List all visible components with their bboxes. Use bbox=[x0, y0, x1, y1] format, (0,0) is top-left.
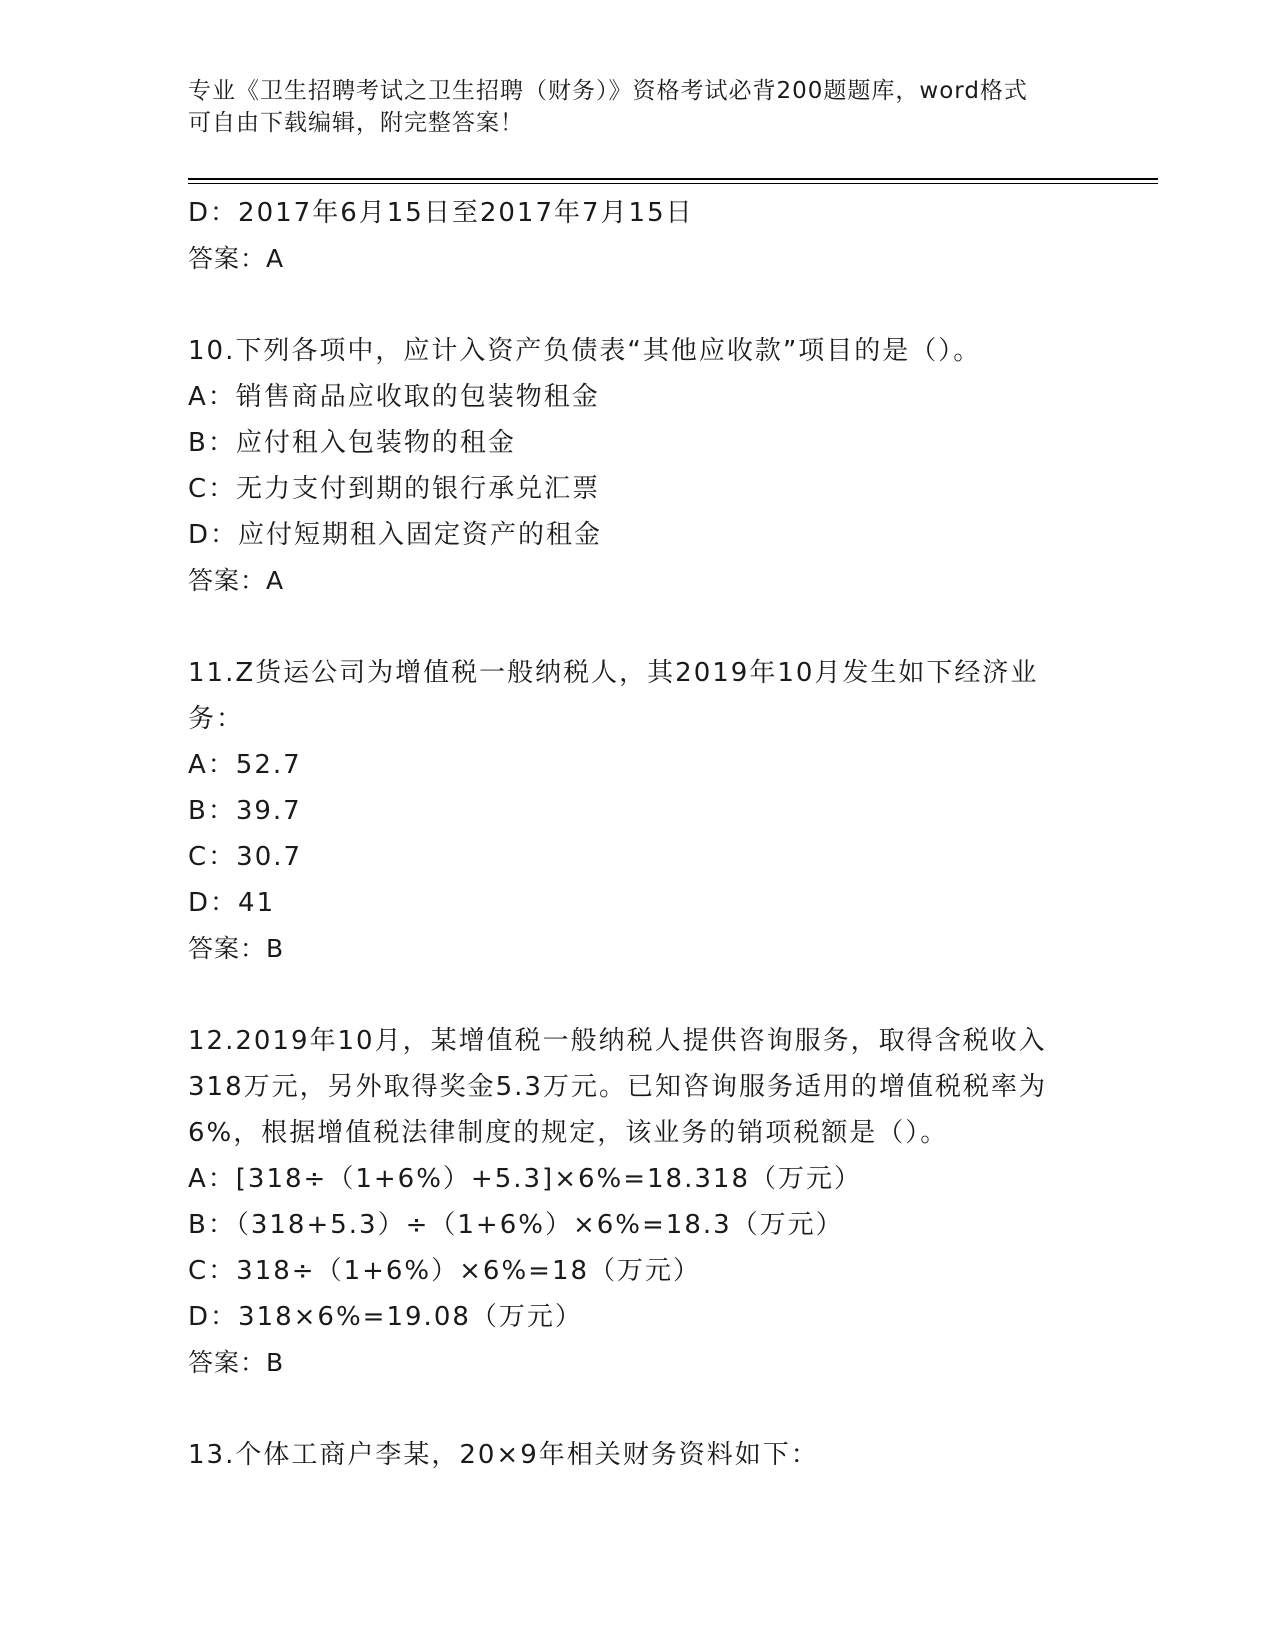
option-a: A：52.7 bbox=[188, 750, 302, 780]
answer-label: 答案：B bbox=[188, 1348, 285, 1377]
answer-label: 答案：B bbox=[188, 934, 285, 963]
answer-label: 答案：A bbox=[188, 244, 285, 273]
previous-question-tail bbox=[188, 190, 1088, 282]
option-b: B：39.7 bbox=[188, 796, 302, 826]
spacer bbox=[188, 1386, 1088, 1432]
option-b: B：（318+5.3）÷（1+6%）×6%=18.3（万元） bbox=[188, 1210, 844, 1240]
option-c: C：30.7 bbox=[188, 842, 303, 872]
question-13 bbox=[188, 1432, 1088, 1478]
header-rule-thick bbox=[188, 178, 1158, 180]
header-title-line-2: 可自由下载编辑，附完整答案！ bbox=[188, 110, 524, 136]
question-stem-line-3: 6%，根据增值税法律制度的规定，该业务的销项税额是（）。 bbox=[188, 1118, 949, 1148]
option-d: D：41 bbox=[188, 888, 276, 918]
question-11 bbox=[188, 650, 1088, 972]
option-b: B：应付租入包装物的租金 bbox=[188, 428, 516, 458]
spacer bbox=[188, 972, 1088, 1018]
spacer bbox=[188, 282, 1088, 328]
question-stem-line-1: 12.2019年10月，某增值税一般纳税人提供咨询服务，取得含税收入 bbox=[188, 1026, 1047, 1056]
option-a: A：[318÷（1+6%）+5.3]×6%=18.318（万元） bbox=[188, 1164, 862, 1194]
document-header bbox=[188, 75, 1088, 139]
question-content bbox=[188, 190, 1088, 1478]
header-title-line-1: 专业《卫生招聘考试之卫生招聘（财务）》资格考试必背200题题库，word格式 bbox=[188, 78, 1028, 104]
spacer bbox=[188, 604, 1088, 650]
option-d: D：318×6%=19.08（万元） bbox=[188, 1302, 583, 1332]
answer-label: 答案：A bbox=[188, 566, 285, 595]
option-d: D：2017年6月15日至2017年7月15日 bbox=[188, 198, 694, 228]
question-12 bbox=[188, 1018, 1088, 1386]
option-c: C：无力支付到期的银行承兑汇票 bbox=[188, 474, 601, 504]
question-stem-line-1: 11.Z货运公司为增值税一般纳税人，其2019年10月发生如下经济业 bbox=[188, 658, 1039, 688]
question-stem-line-2: 务： bbox=[188, 704, 245, 734]
header-rule-thin bbox=[188, 183, 1158, 184]
question-10 bbox=[188, 328, 1088, 604]
option-a: A：销售商品应收取的包装物租金 bbox=[188, 382, 600, 412]
option-d: D：应付短期租入固定资产的租金 bbox=[188, 520, 603, 550]
question-stem-line-2: 318万元，另外取得奖金5.3万元。已知咨询服务适用的增值税税率为 bbox=[188, 1072, 1047, 1102]
option-c: C：318÷（1+6%）×6%=18（万元） bbox=[188, 1256, 702, 1286]
question-stem: 13.个体工商户李某，20×9年相关财务资料如下： bbox=[188, 1440, 819, 1470]
question-stem: 10.下列各项中，应计入资产负债表“其他应收款”项目的是（）。 bbox=[188, 336, 982, 366]
